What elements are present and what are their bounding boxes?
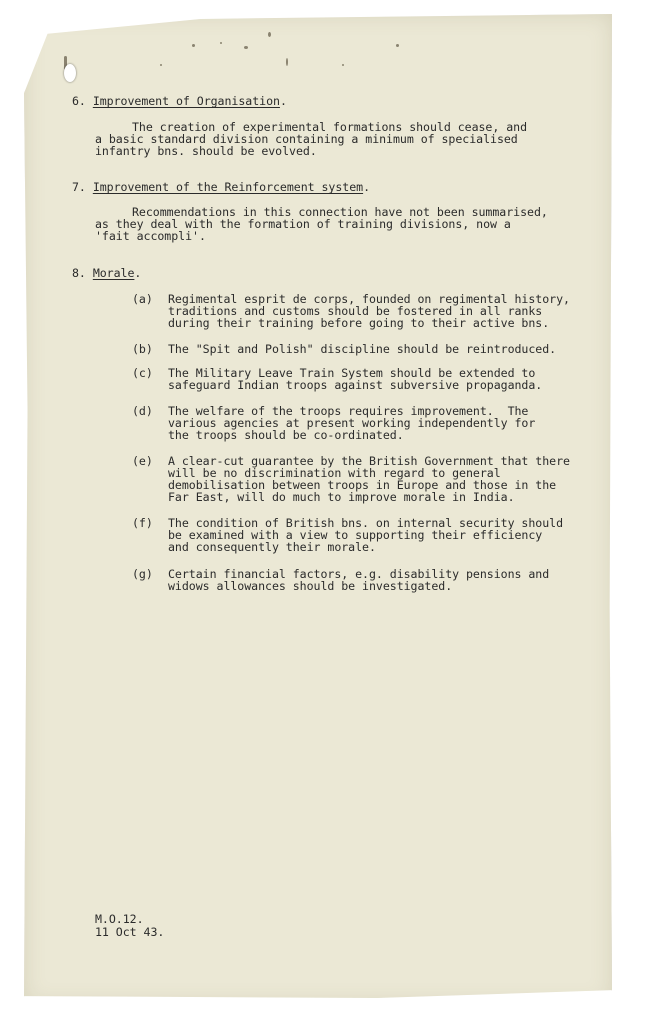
punch-hole — [64, 64, 76, 82]
footer-reference: M.O.12. — [95, 912, 144, 926]
item-g-line-1: Certain financial factors, e.g. disability pensions and — [168, 567, 550, 581]
section-6-line-1: The creation of experimental formations should cease, and — [132, 120, 528, 134]
section-6-line-2: a basic standard division containing a minimum of specialised — [95, 132, 518, 146]
item-b-label: (b) — [132, 342, 153, 356]
section-7-line-2: as they deal with the formation of training divisions, now a — [95, 217, 511, 231]
section-7-heading: 7. Improvement of the Reinforcement system. — [72, 180, 371, 194]
section-7-line-3: 'fait accompli'. — [95, 229, 206, 243]
section-number: 7. — [72, 180, 86, 194]
item-b-line-1: The "Spit and Polish" discipline should be reintroduced. — [168, 342, 557, 356]
document-page — [24, 14, 612, 1004]
section-title: Morale — [92, 266, 135, 280]
item-a-line-1: Regimental esprit de corps, founded on regimental history, — [168, 292, 570, 306]
item-c-line-1: The Military Leave Train System should be extended to — [168, 366, 536, 380]
item-f-line-1: The condition of British bns. on internal security should — [168, 516, 564, 530]
section-number: 6. — [72, 94, 86, 108]
section-title: Improvement of Organisation — [92, 94, 280, 108]
item-e-line-3: demobilisation between troops in Europe and those in the — [168, 478, 557, 492]
item-d-line-1: The welfare of the troops requires improvement. The — [168, 404, 529, 418]
section-6-line-3: infantry bns. should be evolved. — [95, 144, 317, 158]
item-f-line-2: be examined with a view to supporting their efficiency — [168, 528, 543, 542]
section-7-line-1: Recommendations in this connection have not been summarised, — [132, 205, 548, 219]
footer-date: 11 Oct 43. — [95, 925, 165, 939]
item-d-label: (d) — [132, 404, 153, 418]
section-title: Improvement of the Reinforcement system — [92, 180, 364, 194]
section-8-heading: 8. Morale. — [72, 266, 142, 280]
item-e-line-1: A clear-cut guarantee by the British Government that there — [168, 454, 570, 468]
item-d-line-2: various agencies at present working independently for — [168, 416, 536, 430]
item-a-line-3: during their training before going to their active bns. — [168, 316, 550, 330]
section-6-heading: 6. Improvement of Organisation. — [72, 94, 287, 108]
item-c-label: (c) — [132, 366, 153, 380]
item-f-line-3: and consequently their morale. — [168, 540, 376, 554]
item-e-label: (e) — [132, 454, 153, 468]
item-a-label: (a) — [132, 292, 153, 306]
item-f-label: (f) — [132, 516, 153, 530]
item-g-label: (g) — [132, 567, 153, 581]
item-c-line-2: safeguard Indian troops against subversive propaganda. — [168, 378, 543, 392]
item-d-line-3: the troops should be co-ordinated. — [168, 428, 404, 442]
section-number: 8. — [72, 266, 86, 280]
item-g-line-2: widows allowances should be investigated. — [168, 579, 453, 593]
item-e-line-4: Far East, will do much to improve morale in India. — [168, 490, 515, 504]
item-a-line-2: traditions and customs should be fostered in all ranks — [168, 304, 543, 318]
item-e-line-2: will be no discrimination with regard to general — [168, 466, 501, 480]
